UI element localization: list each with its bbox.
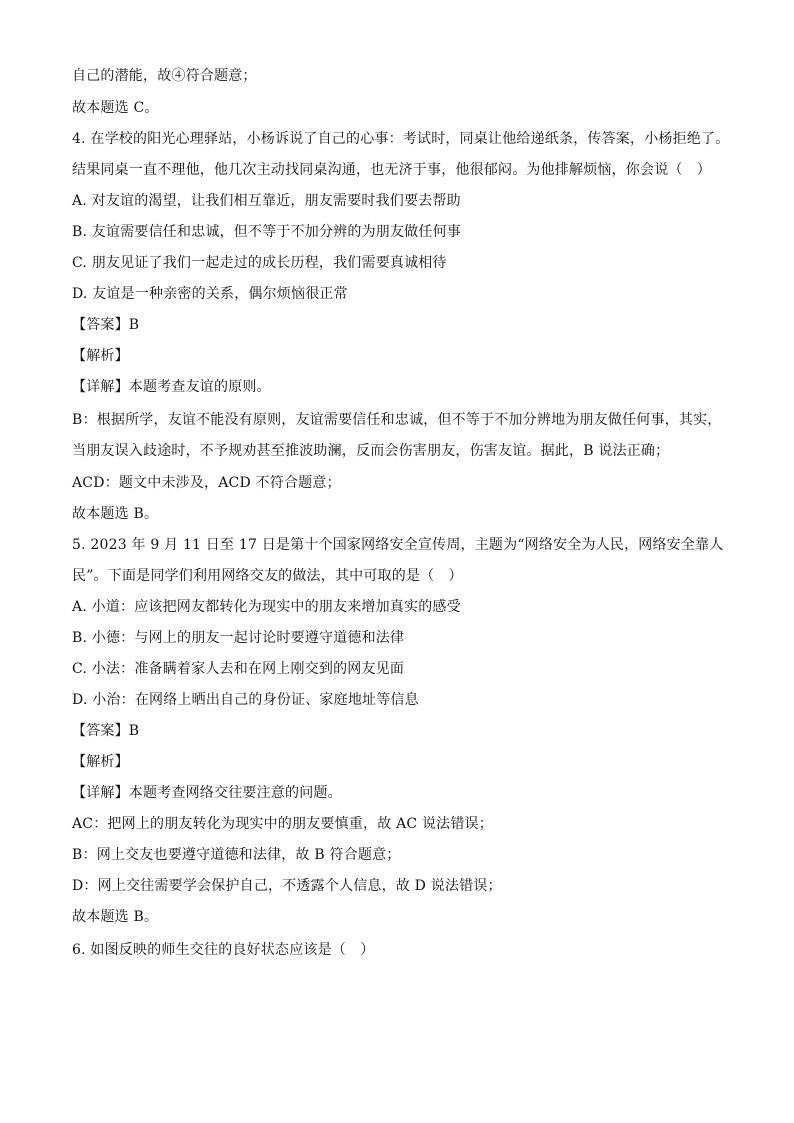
text-line: 自己的潜能，故④符合题意； xyxy=(72,68,257,84)
analysis-heading: 【解析】 xyxy=(72,754,129,770)
option-c: C. 小法：准备瞒着家人去和在网上刚交到的网友见面 xyxy=(72,661,405,677)
question-4-stem: 4. 在学校的阳光心理驿站，小杨诉说了自己的心事：考试时，同桌让他给递纸条，传答案，小杨拒绝了。 xyxy=(72,131,730,147)
detail-line: 当朋友误入歧途时，不予规劝甚至推波助澜，反而会伤害朋友，伤害友谊。据此，B 说法正确； xyxy=(72,443,670,459)
option-c: C. 朋友见证了我们一起走过的成长历程，我们需要真诚相待 xyxy=(72,255,447,271)
answer-line: 【答案】B xyxy=(72,317,140,333)
detail-line: 【详解】本题考查友谊的原则。 xyxy=(72,379,271,395)
question-4-stem: 结果同桌一直不理他，他几次主动找同桌沟通，也无济于事，他很郁闷。为他排解烦恼，你会说（ ） xyxy=(72,162,711,178)
option-b: B. 小德：与网上的朋友一起讨论时要遵守道德和法律 xyxy=(72,630,405,646)
option-d: D. 小治：在网络上晒出自己的身份证、家庭地址等信息 xyxy=(72,692,419,708)
option-b: B. 友谊需要信任和忠诚，但不等于不加分辨的为朋友做任何事 xyxy=(72,224,461,240)
question-5-stem: 民”。下面是同学们利用网络交友的做法，其中可取的是（ ） xyxy=(72,568,463,584)
detail-line: D：网上交往需要学会保护自己，不透露个人信息，故 D 说法错误； xyxy=(72,878,502,894)
detail-line: ACD：题文中未涉及，ACD 不符合题意； xyxy=(72,475,341,491)
option-d: D. 友谊是一种亲密的关系，偶尔烦恼很正常 xyxy=(72,286,348,302)
analysis-heading: 【解析】 xyxy=(72,348,129,364)
option-a: A. 对友谊的渴望，让我们相互靠近，朋友需要时我们要去帮助 xyxy=(72,193,461,209)
option-a: A. 小道：应该把网友都转化为现实中的朋友来增加真实的感受 xyxy=(72,599,461,615)
detail-line: B：根据所学，友谊不能没有原则，友谊需要信任和忠诚，但不等于不加分辨地为朋友做任何事，其实， xyxy=(72,412,722,428)
answer-line: 【答案】B xyxy=(72,723,140,739)
detail-line: AC：把网上的朋友转化为现实中的朋友要慎重，故 AC 说法错误； xyxy=(72,816,493,832)
conclusion-line: 故本题选 B。 xyxy=(72,506,159,522)
detail-line: 【详解】本题考查网络交往要注意的问题。 xyxy=(72,785,342,801)
conclusion-line: 故本题选 B。 xyxy=(72,909,159,925)
question-6-stem: 6. 如图反映的师生交往的良好状态应该是（ ） xyxy=(72,942,375,958)
text-line: 故本题选 C。 xyxy=(72,100,159,116)
question-5-stem: 5. 2023 年 9 月 11 日至 17 日是第十个国家网络安全宣传周，主题为“网络安全为人民，网络安全靠人 xyxy=(72,537,724,553)
detail-line: B：网上交友也要遵守道德和法律，故 B 符合题意； xyxy=(72,847,401,863)
